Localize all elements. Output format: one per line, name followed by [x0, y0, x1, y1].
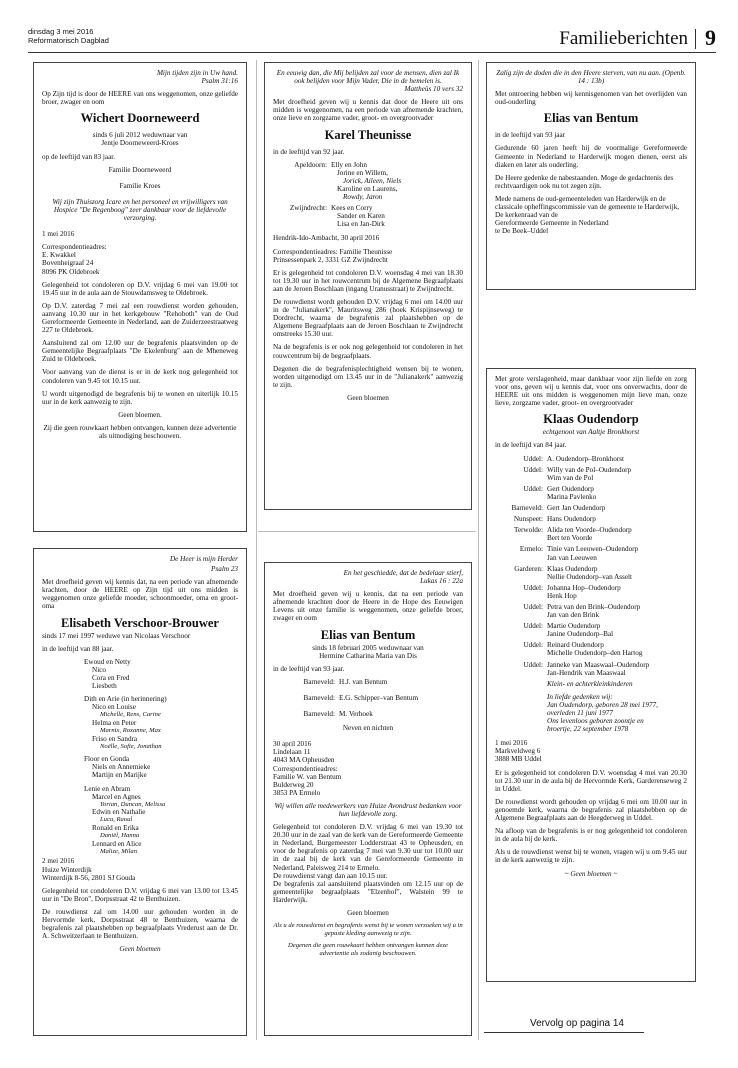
family-1: Familie Doorneweerd: [108, 165, 172, 174]
footer-rule: [484, 1032, 644, 1033]
continued-on-page[interactable]: Vervolg op pagina 14: [530, 1018, 624, 1029]
age: in de leeftijd van 93 jaar: [495, 131, 566, 140]
invitation: Als u de rouwdienst wenst bij te wonen, vragen wij u om 9.45 uur in de kerk aanwezig te zijn.: [495, 848, 687, 865]
header-date: dinsdag 3 mei 2016: [28, 27, 94, 36]
address: Winterdijk 8-56, 2801 SJ Gouda: [42, 873, 136, 882]
address-name: E. Kwakkel: [42, 251, 76, 260]
verse-ref: Psalm 23: [211, 565, 238, 574]
address-label: Correspondentieadres: Familie Theunisse: [273, 247, 393, 256]
verse: De Heer is mijn Herder: [169, 555, 238, 563]
blessing: De Heere gedenke de nabestaanden. Moge de gedachtenis des rechtvaardigen ook nu tot zegen zijn.: [495, 173, 674, 190]
dress-note: Als u de rouwdienst en begrafenis wenst bij te wonen verzoeken wij u in gepaste kleding aanwezig te zijn.: [273, 922, 463, 937]
family-list: [495, 455, 687, 677]
family-entry: Barneveld: Gert Jan Oudendorp: [511, 504, 606, 513]
ad-theunisse: [264, 62, 472, 510]
age: in de leeftijd van 88 jaar.: [42, 644, 114, 653]
place-date: Hendrik-Ido-Ambacht, 30 april 2016: [273, 234, 380, 243]
signatories: Mede namens de oud-gemeenteleden van Harderwijk en de classicale opheffingscommissie van de gemeente te Harderwijk,: [495, 194, 680, 212]
no-flowers: Geen bloemen: [347, 393, 389, 402]
service-time: De rouwdienst vangt dan aan 10.15 uur.: [273, 871, 388, 880]
spouse-name: Jentje Doorneweerd-Kroes: [101, 139, 179, 148]
spouse-name: Hermine Catharina Maria van Dis: [319, 651, 417, 660]
family-entry: Nunspeet: Hans Oudendorp: [513, 515, 596, 524]
extra-condolence: Voor aanvang van de dienst is er in de kerk nog gelegenheid tot condoleren van 9.45 tot 10.15 uur.: [42, 368, 238, 385]
deceased-name: Klaas Oudendorp: [543, 412, 639, 427]
age: in de leeftijd van 93 jaar.: [273, 664, 345, 673]
condolence-info: Gelegenheid tot condoleren op D.V. vrijdag 6 mei van 19.00 tot 19.45 uur in de aula aan de Stouwdamsweg te Oldebroek.: [42, 280, 238, 297]
header-paper: Reformatorisch Dagblad: [28, 35, 109, 45]
family-entry: Uddel: Janneke van Maaswaal–Oudendorp Jan-Hendrik van Maaswaal: [523, 660, 650, 677]
thanks: Wij willen alle medewerkers van Huize Avondrust bedanken voor hun liefdevolle zorg.: [274, 801, 462, 818]
column-rule-h: [258, 531, 476, 532]
family-entry: Uddel: Willy van de Pol–Oudendorp Wim van de Pol: [523, 465, 632, 482]
in-memoriam: In liefde gedenken wij: Jan Oudendorp, geboren 28 mei 1977, overleden 11 juni 1977 Ons levenloos geboren zoontje en broertje, 22 september 1978: [547, 692, 658, 734]
family-entry: Barneveld: H.J. van Bentum: [303, 677, 388, 686]
deceased-name: Wichert Doorneweerd: [80, 111, 200, 126]
verse: En eeuwig dan, die Mij belijden zal voor de mensen, dien zal Ik ook belijden voor Mijn Vader, Die in de hemelen is.: [276, 69, 460, 86]
verse-ref: Mattheüs 10 vers 32: [404, 85, 463, 94]
address-street: Bovenheigraaf 24: [42, 259, 94, 268]
section-title: Familieberichten: [559, 28, 688, 49]
column-rule-2: [478, 60, 479, 1040]
deceased-name: Elias van Bentum: [543, 111, 639, 126]
date: 1 mei 2016: [495, 739, 528, 748]
signatory-place: te De Beek–Uddel: [495, 227, 549, 236]
intro: Met ontroering hebben wij kennisgenomen van het overlijden van oud-ouderling: [495, 90, 687, 107]
family-entry: Uddel: Petra van den Brink–Oudendorp Jan van den Brink: [523, 602, 641, 620]
notice-invite: Degenen die geen rouwkaart hebben ontvangen kunnen deze advertentie als zodanig beschouwen.: [288, 942, 448, 957]
invitation: Degenen die de begrafenisplechtigheid wensen bij te wonen, worden uitgenodigd om 13.45 uur in de "Julianakerk" aanwezig te zijn.: [273, 364, 463, 389]
address: Prinsessenpark 2, 3331 GZ Zwijndrecht: [273, 255, 388, 264]
date: 30 april 2016: [273, 740, 312, 749]
address-city-2: 3853 PA Ermelo: [273, 788, 321, 797]
address-city: 4043 MA Opheusden: [273, 756, 335, 765]
address-street-2: Bulderweg 20: [273, 780, 314, 789]
extra-condolence: Na afloop van de begrafenis is er nog gelegenheid tot condoleren in de aula bij de kerk.: [495, 827, 687, 844]
address-label: Correspondentieadres:: [42, 243, 107, 252]
age: op de leeftijd van 83 jaar.: [42, 152, 116, 161]
spouse-line: echtgenoot van Aaltje Bronkhorst: [542, 428, 640, 437]
family-entry: Uddel: Reinard Oudendorp Michelle Oudendorp–den Hartog: [523, 641, 643, 658]
family-group: Floor en Gonda Niels en Annemieke Martijn en Marijke: [84, 755, 151, 780]
family-zwijndrecht: Zwijndrecht: Kees en Corry Sander en Karen Lisa en Jan-Dirk: [289, 204, 385, 229]
verse: Mijn tijden zijn in Uw hand.: [156, 69, 238, 77]
burial-info: Aansluitend zal om 12.00 uur de begrafenis plaatsvinden op de Gemeentelijke Begraafplaats "De Ekelenburg" aan de Mheneweg Zuid te Oldebroek.: [42, 339, 238, 364]
family-entry: Uddel: Gert Oudendorp Marina Pavlenko: [523, 484, 597, 501]
deceased-name: Elisabeth Verschoor-Brouwer: [61, 615, 219, 630]
family-group: Lenie en Abram Marcel en Agnes Yorian, Duncan, Melissa Edwin en Nathalie Luca, Raoul Ronald en Erika Daniël, Hanna Lennard en Alice Malize, Milan: [84, 784, 166, 855]
notice-invite: Zij die geen rouwkaart hebben ontvangen, kunnen deze advertentie als uitnodiging beschouwen.: [43, 423, 237, 440]
ad-doorneweerd: [33, 62, 247, 532]
family-entry: Uddel: A. Oudendorp–Bronkhorst: [523, 454, 625, 463]
address-name: Huize Winterdijk: [42, 865, 92, 874]
intro: Met droefheid geven wij u kennis, dat na een periode van afnemende krachten door de Heere in de Hope des Eeuwigen Levens uit onze familie is weggenomen, onze geliefde broer, zwager en oom: [273, 590, 463, 623]
signatory-church: Gereformeerde Gemeente in Nederland: [495, 219, 609, 228]
no-flowers: Geen bloemen.: [118, 410, 162, 419]
burial-info: De begrafenis zal aansluitend plaatsvinden om 12.15 uur op de gemeentelijke begraafplaats "Elzenhof", Walstein 99 te Harderwijk.: [273, 879, 463, 904]
header-dateline: [28, 28, 109, 45]
verse: En het geschiedde, dat de bedelaar stierf,: [343, 569, 463, 577]
ad-oudendorp: [486, 368, 696, 982]
deceased-name: Elias van Bentum: [320, 627, 416, 642]
deceased-name: Karel Theunisse: [324, 127, 412, 142]
verse-ref: Psalm 31:16: [201, 77, 238, 86]
service-info: Op D.V. zaterdag 7 mei zal een rouwdienst worden gehouden, aanvang 10.30 uur in het kerkgebouw "Rehoboth" van de Oud Gereformeerde Gemeente in Nederland, aan de Zuiderzeestraatweg 227 te Oldebroek.: [42, 301, 238, 335]
family-entry: Ermelo: Tinie van Leeuwen–Oudendorp Jan van Leeuwen: [519, 545, 639, 562]
family-entry: Barneveld: M. Verhoek: [303, 710, 373, 719]
extra-condolence: Na de begrafenis is er ook nog gelegenheid tot condoleren in het rouwcentrum bij de begraafplaats.: [273, 343, 463, 360]
widow-line: sinds 17 mei 1997 weduwe van Nicolaas Verschoor: [42, 631, 191, 640]
condolence-info: Er is gelegenheid tot condoleren D.V. woensdag 4 mei van 18.30 tot 19.30 uur in het rouwcentrum bij de Algemene Begraafplaats aan de Jeroen Boschlaan (ingang Uranusstraat) te Zwijndrecht.: [273, 268, 463, 293]
date: 1 mei 2016: [42, 230, 75, 239]
nephews-nieces: Neven en nichten: [342, 724, 394, 733]
family-entry: Uddel: Martie Oudendorp Janine Oudendorp–Bal: [523, 622, 614, 639]
address-city: 3888 MB Uddel: [495, 755, 542, 764]
ad-van-bentum-family: [264, 562, 472, 1036]
page-header: [28, 25, 716, 53]
no-flowers: Geen bloemen: [119, 945, 161, 954]
no-flowers: ~ Geen bloemen ~: [564, 869, 618, 878]
address-street: Lindelaan 11: [273, 748, 311, 757]
intro: Met droefheid geven wij kennis dat, na een periode van afnemende krachten, door de HEERE op Zijn tijd uit ons midden is weggenomen onze geliefde moeder, schoonmoeder, oma en groot-oma: [42, 578, 238, 611]
service-info: De rouwdienst wordt gehouden op vrijdag 6 mei om 10.00 uur in genoemde kerk, waarna de begrafenis zal plaatshebben op de Algemene Begraafplaats aan de Heegderweg in Uddel.: [495, 797, 687, 823]
column-rule-1: [256, 60, 257, 1040]
family-apeldoorn: Apeldoorn: Elly en John Jorine en Willem, Jorick, Aileen, Niels Karoline en Laurens, Rowdy, Jaron: [294, 160, 402, 202]
signatory-council: De kerkenraad van de: [495, 211, 558, 220]
page-number: 9: [705, 25, 716, 50]
no-flowers: Geen bloemen: [347, 909, 389, 917]
grandchildren: Klein- en achterkleinkinderen: [547, 679, 633, 688]
family-2: Familie Kroes: [119, 181, 161, 190]
service-info: De rouwdienst zal om 14.00 uur gehouden worden in de Hervormde kerk, Dorpsstraat 48 te Benthuizen, waarna de begrafenis zal plaatshebben op begraafplaats Vrederust aan de Dr. A. Schweitzerlaan te Benthuizen.: [42, 907, 238, 941]
header-separator: [695, 29, 696, 49]
family-entry: Terwolde: Alida ten Voorde–Oudendorp Bert ten Voorde: [513, 526, 632, 543]
thanks: Wij zijn Thuiszorg Icare en het personeel en vrijwilligers van Hospice "De Regenboog" zeer dankbaar voor de liefdevolle verzorging.: [52, 197, 228, 223]
address-name: Familie W. van Bentum: [273, 772, 342, 781]
date: 2 mei 2016: [42, 857, 75, 866]
widower-line: sinds 18 februari 2005 weduwnaar van: [312, 643, 424, 652]
condolence-info: Gelegenheid tot condoleren D.V. vrijdag 6 mei van 19.30 tot 20.30 uur in de zaal van de kerk van de Gereformeerde Gemeente in Nederland, Burgemeester Lodderstraat 43 te Opheusden, en voor de begrafenis op zaterdag 7 mei van 9.30 uur tot 10.00 uur in de zaal bij de kerk van de Gereformeerde Gemeente in Nederland, Paleisweg 214 te Ermelo.: [273, 823, 463, 872]
invitation: U wordt uitgenodigd de begrafenis bij te wonen en uiterlijk 10.15 uur in de kerk aanwezig te zijn.: [42, 389, 238, 406]
address-label: Correspondentieadres:: [273, 764, 338, 773]
service-history: Gedurende 60 jaren heeft hij de voormalige Gereformeerde Gemeente in Nederland te Harderwijk mogen dienen, eerst als diaken en later als ouderling.: [495, 144, 687, 169]
family-entry: Barneveld: E.G. Schipper–van Bentum: [303, 693, 419, 702]
verse: Zalig zijn de doden die in den Heere sterven, van nu aan. (Openb. 14 : 13b): [496, 69, 686, 86]
ad-verschoor-brouwer: [33, 548, 247, 1036]
family-entry: Garderen: Klaas Oudendorp Nellie Oudendorp–van Asselt: [514, 564, 633, 581]
condolence-info: Er is gelegenheid tot condoleren D.V. woensdag 4 mei van 20.30 tot 21.30 uur in de aula bij de Hervormde Kerk, Garderenseweg 2 in Uddel.: [495, 768, 687, 793]
address-city: 8096 PK Oldebroek: [42, 267, 100, 276]
ad-van-bentum-church: [486, 62, 696, 290]
intro: Met droefheid geven wij u kennis dat door de Heere uit ons midden is weggenomen, na een periode van afnemende krachten, onze lieve en zorgzame vader, groot- en overgrootvader: [273, 98, 463, 123]
family-entry: Uddel: Johanna Hop–Oudendorp Henk Hop: [523, 583, 621, 600]
verse-ref: Lukas 16 : 22a: [420, 577, 463, 586]
condolence-info: Gelegenheid tot condoleren D.V. vrijdag 6 mei van 13.00 tot 13.45 uur in "De Bron", Dorpsstraat 42 te Benthuizen.: [42, 886, 238, 903]
intro: Met grote verslagenheid, maar dankbaar voor zijn liefde en zorg voor ons, geven wij u kennis dat, voor ons onverwachts, door de HEERE uit ons midden is weggenomen mijn lieve man, onze lieve, zorgzame vader, groot- en overgrootvader: [495, 375, 687, 408]
intro: Op Zijn tijd is door de HEERE van ons weggenomen, onze geliefde broer, zwager en oom: [42, 90, 238, 107]
widower-line: sinds 6 juli 2012 weduwnaar van: [92, 131, 188, 140]
age: in de leeftijd van 92 jaar.: [273, 147, 345, 156]
family-group: Ewoud en Netty Nico Cora en Fred Liesbeth: [84, 657, 131, 691]
age: in de leeftijd van 84 jaar.: [495, 441, 567, 450]
service-info: De rouwdienst wordt gehouden D.V. vrijdag 6 mei om 14.00 uur in de "Julianakerk", Mauritsweg 286 (hoek Krispijnseweg) te Dordrecht, waarna de begrafenis zal plaatshebben op de Algemene Begraafplaats aan de Jeroen Boschlaan te Zwijndrecht omstreeks 15.30 uur.: [273, 297, 463, 339]
address-street: Markveldweg 6: [495, 747, 541, 756]
family-group: Dith en Arie (in herinnering) Nico en Louise Michelle, Rens, Carine Helma en Peter Marnix, Roxanne, Max Friso en Sandra Noëlle, Sofie, Jonathan: [84, 695, 167, 750]
